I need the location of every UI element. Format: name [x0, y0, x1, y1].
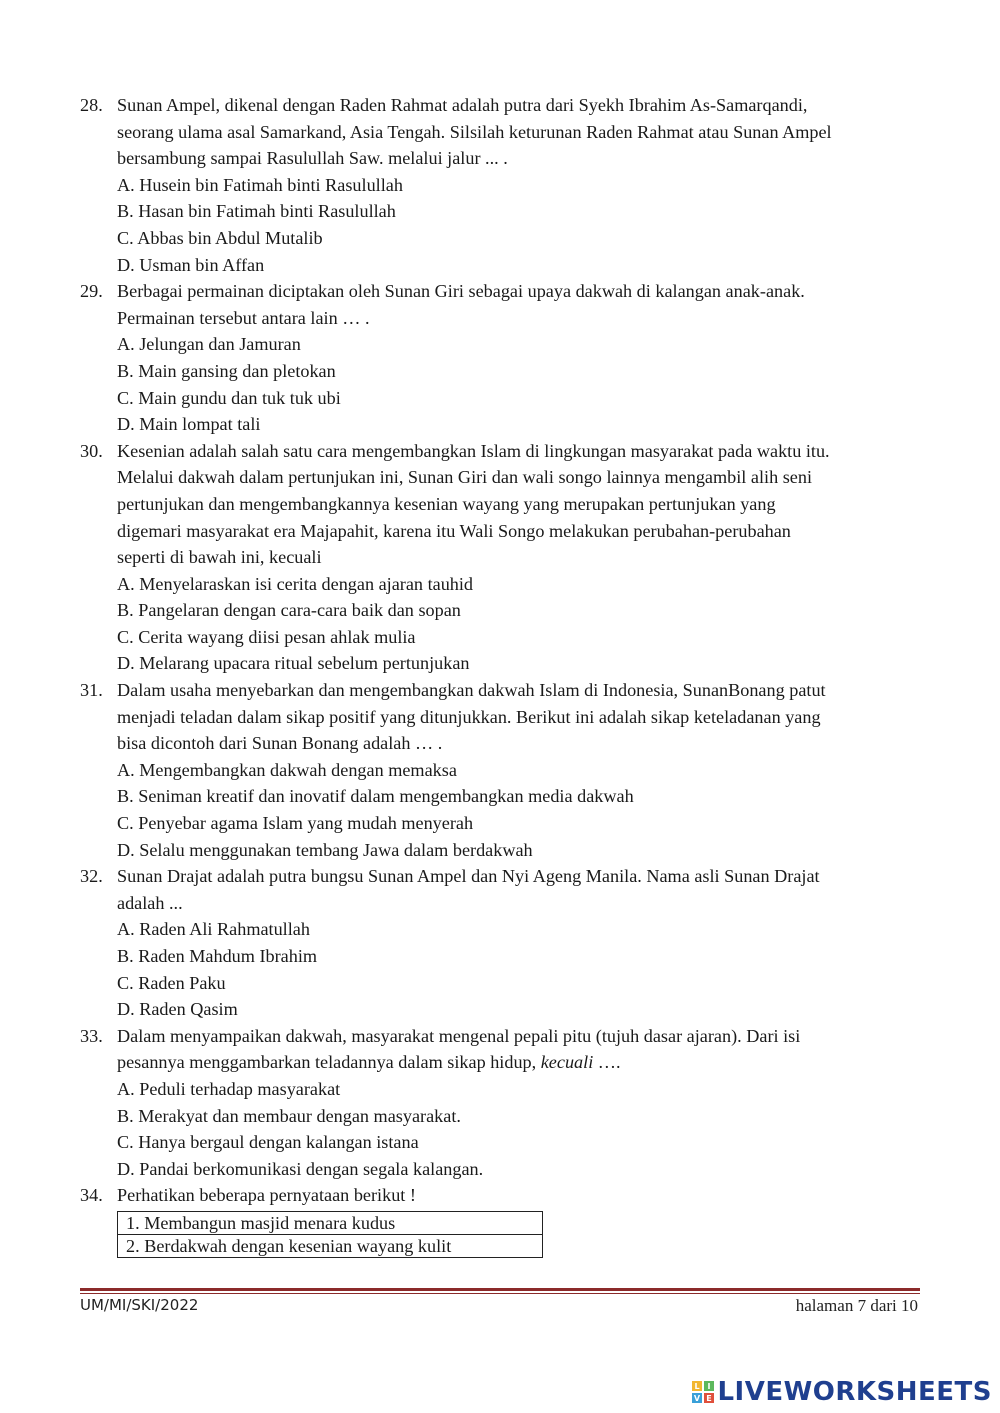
option-c: C. Abbas bin Abdul Mutalib: [117, 227, 323, 248]
question-number: 31.: [80, 680, 103, 701]
table-cell: 1. Membangun masjid menara kudus: [118, 1211, 543, 1234]
logo-letter: E: [706, 1394, 713, 1403]
question-stem-line: Sunan Drajat adalah putra bungsu Sunan Ampel dan Nyi Ageng Manila. Nama asli Sunan Drajat: [117, 866, 820, 887]
logo-letter: L: [694, 1382, 701, 1391]
question-number: 32.: [80, 866, 103, 887]
stem-text: ….: [593, 1052, 621, 1073]
option-b: B. Hasan bin Fatimah binti Rasulullah: [117, 201, 396, 222]
question-list: [80, 92, 920, 1258]
option-b: B. Raden Mahdum Ibrahim: [117, 946, 318, 966]
question-34: [80, 1182, 920, 1258]
question-stem-line: Dalam usaha menyebarkan dan mengembangkan dakwah Islam di Indonesia, SunanBonang patut: [117, 680, 826, 701]
liveworksheets-logo: [692, 1377, 992, 1407]
option-a: A. Raden Ali Rahmatullah: [117, 919, 310, 940]
option-d: D. Melarang upacara ritual sebelum pertunjukan: [117, 653, 470, 674]
option-b: B. Merakyat dan membaur dengan masyarakat.: [117, 1105, 461, 1126]
liveworksheets-logo-text: LIVEWORKSHEETS: [717, 1377, 992, 1407]
question-stem-line: Melalui dakwah dalam pertunjukan ini, Sunan Giri dan wali songo lainnya mengambil alih seni: [117, 467, 813, 488]
question-32: [80, 863, 920, 1023]
question-number: 30.: [80, 440, 103, 461]
option-c: C. Hanya bergaul dengan kalangan istana: [117, 1132, 419, 1153]
question-number: 34.: [80, 1185, 103, 1206]
option-c: C. Penyebar agama Islam yang mudah menyerah: [117, 813, 474, 834]
table-row: [118, 1211, 543, 1234]
liveworksheets-logo-icon: [692, 1381, 714, 1403]
footer-code: UM/MI/SKI/2022: [80, 1296, 199, 1314]
question-30: [80, 438, 920, 677]
question-31: [80, 677, 920, 863]
question-29: [80, 278, 920, 438]
question-number: 33.: [80, 1025, 103, 1046]
option-c: C. Raden Paku: [117, 972, 226, 993]
question-number: 28.: [80, 95, 103, 115]
question-stem-line: [117, 1049, 920, 1076]
table-row: [118, 1234, 543, 1257]
option-b: B. Main gansing dan pletokan: [117, 360, 336, 381]
option-d: D. Pandai berkomunikasi dengan segala kalangan.: [117, 1158, 484, 1179]
question-stem-line: Permainan tersebut antara lain … .: [117, 307, 370, 328]
question-33: [80, 1023, 920, 1183]
footer-divider-thick: [80, 1288, 920, 1291]
option-b: B. Pangelaran dengan cara-cara baik dan sopan: [117, 600, 461, 621]
page-number: halaman 7 dari 10: [795, 1296, 918, 1315]
option-d: D. Selalu menggunakan tembang Jawa dalam berdakwah: [117, 839, 533, 860]
stem-emphasis: kecuali: [540, 1052, 594, 1073]
option-a: A. Menyelaraskan isi cerita dengan ajaran tauhid: [117, 573, 474, 594]
question-stem-line: Dalam menyampaikan dakwah, masyarakat mengenal pepali pitu (tujuh dasar ajaran). Dari isi: [117, 1025, 801, 1046]
question-stem-line: seorang ulama asal Samarkand, Asia Tengah. Silsilah keturunan Raden Rahmat atau Sunan Ampel: [117, 121, 832, 142]
option-a: A. Mengembangkan dakwah dengan memaksa: [117, 759, 457, 780]
option-a: A. Peduli terhadap masyarakat: [117, 1078, 341, 1099]
question-number: 29.: [80, 281, 103, 302]
question-stem-line: bisa dicontoh dari Sunan Bonang adalah … .: [117, 733, 443, 754]
logo-letter: I: [707, 1382, 711, 1391]
question-stem-line: Sunan Ampel, dikenal dengan Raden Rahmat adalah putra dari Syekh Ibrahim As-Samarqandi,: [117, 95, 808, 115]
option-c: C. Main gundu dan tuk tuk ubi: [117, 387, 341, 408]
footer-divider-thin: [80, 1293, 920, 1294]
statement-table: [117, 1211, 543, 1258]
question-stem-line: seperti di bawah ini, kecuali: [117, 547, 322, 568]
option-d: D. Usman bin Affan: [117, 254, 265, 275]
question-stem-line: pertunjukan dan mengembangkannya kesenian wayang yang merupakan pertunjukan yang: [117, 493, 776, 514]
option-d: D. Main lompat tali: [117, 414, 261, 435]
option-a: A. Jelungan dan Jamuran: [117, 334, 301, 355]
table-cell: 2. Berdakwah dengan kesenian wayang kulit: [118, 1234, 543, 1257]
question-28: [80, 92, 920, 278]
question-stem-line: Berbagai permainan diciptakan oleh Sunan Giri sebagai upaya dakwah di kalangan anak-anak.: [117, 281, 805, 302]
logo-letter: V: [694, 1394, 701, 1403]
option-d: D. Raden Qasim: [117, 999, 238, 1020]
stem-text: pesannya menggambarkan teladannya dalam sikap hidup,: [117, 1052, 541, 1073]
question-stem-line: menjadi teladan dalam sikap positif yang ditunjukkan. Berikut ini adalah sikap keteladanan yang: [117, 706, 821, 727]
question-stem-line: bersambung sampai Rasulullah Saw. melalui jalur ... .: [117, 148, 508, 169]
question-stem-line: Perhatikan beberapa pernyataan berikut !: [117, 1185, 416, 1206]
option-b: B. Seniman kreatif dan inovatif dalam mengembangkan media dakwah: [117, 786, 634, 807]
question-stem-line: Kesenian adalah salah satu cara mengembangkan Islam di lingkungan masyarakat pada waktu itu.: [117, 440, 830, 461]
option-c: C. Cerita wayang diisi pesan ahlak mulia: [117, 626, 416, 647]
footer-divider: [80, 1288, 920, 1294]
question-stem-line: digemari masyarakat era Majapahit, karena itu Wali Songo melakukan perubahan-perubahan: [117, 520, 791, 541]
option-a: A. Husein bin Fatimah binti Rasulullah: [117, 174, 403, 195]
question-stem-line: adalah ...: [117, 892, 183, 913]
